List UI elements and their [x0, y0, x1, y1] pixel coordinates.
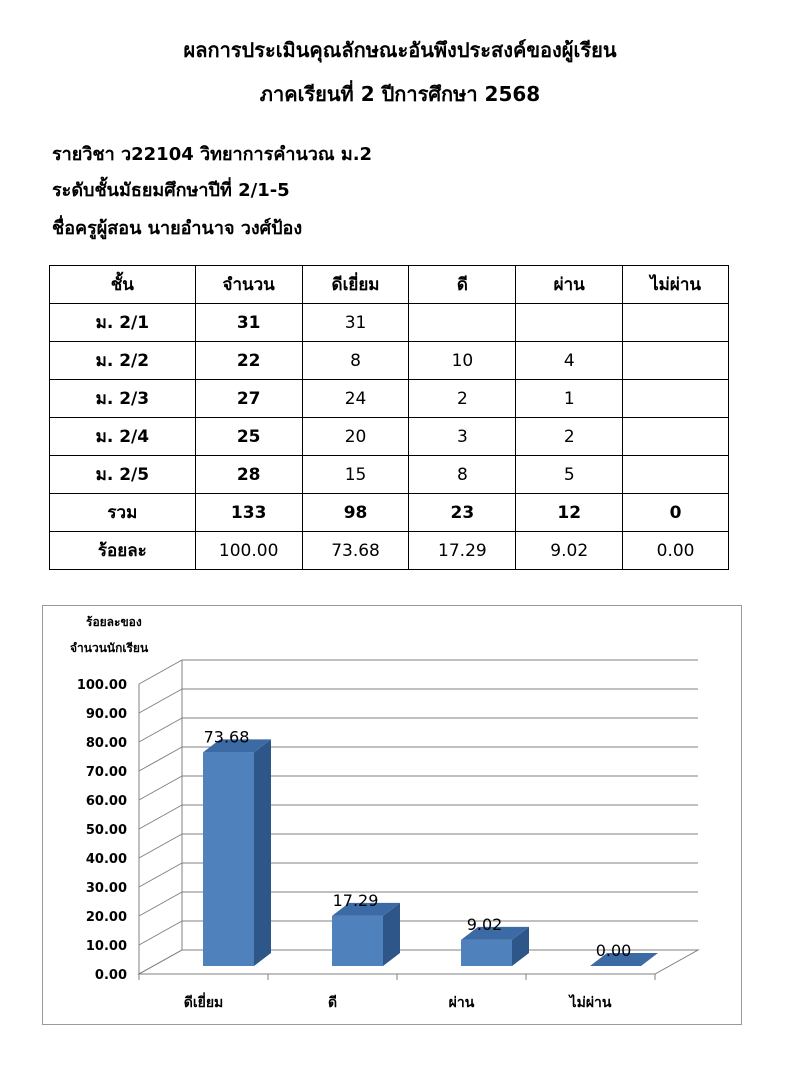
summary-table	[49, 265, 729, 570]
gridline-diag	[139, 921, 182, 945]
header-pass: ผ่าน	[516, 266, 623, 304]
bar-front	[332, 916, 383, 966]
y-tick-label: 10.00	[85, 939, 127, 954]
data-label: 73.68	[203, 727, 250, 747]
cell	[623, 418, 729, 456]
y-tick-label: 70.00	[85, 765, 127, 780]
subject-info: รายวิชา ว22104 วิทยาการคำนวณ ม.2	[52, 144, 373, 165]
x-category-label: ไม่ผ่าน	[569, 995, 612, 1011]
cell: 8	[409, 456, 516, 494]
y-axis-ticks	[77, 678, 127, 983]
gridline-diag	[139, 660, 182, 684]
cell	[623, 380, 729, 418]
cell: 15	[302, 456, 409, 494]
cell	[623, 304, 729, 342]
gridline-diag	[139, 892, 182, 916]
y-tick-label: 100.00	[76, 678, 127, 693]
x-category-label: ผ่าน	[448, 995, 475, 1011]
cell: 2	[409, 380, 516, 418]
chart-bars	[203, 739, 658, 966]
cell: 31	[302, 304, 409, 342]
cell: 2	[516, 418, 623, 456]
header-fail: ไม่ผ่าน	[623, 266, 729, 304]
header-good: ดี	[409, 266, 516, 304]
cell: 100.00	[195, 532, 302, 570]
cell: 3	[409, 418, 516, 456]
cell: 0	[623, 494, 729, 532]
cell: 0.00	[623, 532, 729, 570]
cell: 31	[195, 304, 302, 342]
cell: ม. 2/1	[50, 304, 196, 342]
table-row	[50, 456, 729, 494]
gridline-diag	[139, 863, 182, 887]
cell: 22	[195, 342, 302, 380]
bar-side	[254, 739, 271, 966]
gridline-diag	[139, 776, 182, 800]
table-row	[50, 418, 729, 456]
gridline-diag	[139, 805, 182, 829]
cell	[623, 342, 729, 380]
cell: 27	[195, 380, 302, 418]
header-class: ชั้น	[50, 266, 196, 304]
cell	[409, 304, 516, 342]
y-tick-label: 50.00	[85, 823, 127, 838]
cell: 23	[409, 494, 516, 532]
y-tick-label: 90.00	[85, 707, 127, 722]
data-label: 17.29	[332, 890, 379, 910]
percentage-bar-chart	[42, 605, 742, 1025]
cell: 20	[302, 418, 409, 456]
y-tick-label: 40.00	[85, 852, 127, 867]
bar-front	[461, 940, 512, 966]
cell: 133	[195, 494, 302, 532]
level-info: ระดับชั้นมัธยมศึกษาปีที่ 2/1-5	[52, 180, 290, 201]
cell: 9.02	[516, 532, 623, 570]
cell: 1	[516, 380, 623, 418]
report-subtitle: ภาคเรียนที่ 2 ปีการศึกษา 2568	[259, 82, 541, 106]
y-tick-label: 80.00	[85, 736, 127, 751]
cell: ม. 2/2	[50, 342, 196, 380]
y-axis-title-line1: ร้อยละของ	[86, 615, 142, 629]
data-label: 9.02	[466, 914, 503, 934]
cell	[623, 456, 729, 494]
gridline-diag	[139, 747, 182, 771]
cell	[516, 304, 623, 342]
y-tick-label: 20.00	[85, 910, 127, 925]
header-excellent: ดีเยี่ยม	[302, 266, 409, 304]
y-axis-title-line2: จำนวนนักเรียน	[70, 641, 149, 655]
teacher-info: ชื่อครูผู้สอน นายอำนาจ วงศ์ป้อง	[52, 218, 303, 239]
cell: ม. 2/4	[50, 418, 196, 456]
total-row	[50, 494, 729, 532]
data-label: 0.00	[595, 941, 632, 960]
table-header-row	[50, 266, 729, 304]
cell: 12	[516, 494, 623, 532]
report-title: ผลการประเมินคุณลักษณะอันพึงประสงค์ของผู้เรียน	[183, 38, 617, 62]
y-tick-label: 30.00	[85, 881, 127, 896]
gridline-diag	[139, 834, 182, 858]
percent-row	[50, 532, 729, 570]
cell: 73.68	[302, 532, 409, 570]
table-row	[50, 342, 729, 380]
header-count: จำนวน	[195, 266, 302, 304]
cell: รวม	[50, 494, 196, 532]
y-tick-label: 0.00	[94, 968, 127, 983]
y-tick-label: 60.00	[85, 794, 127, 809]
gridline-diag	[139, 689, 182, 713]
cell: 28	[195, 456, 302, 494]
cell: 98	[302, 494, 409, 532]
cell: 5	[516, 456, 623, 494]
cell: 17.29	[409, 532, 516, 570]
x-category-label: ดี	[327, 995, 338, 1011]
cell: 4	[516, 342, 623, 380]
bar-front	[203, 752, 254, 966]
bar	[332, 903, 400, 966]
cell: 8	[302, 342, 409, 380]
cell: ม. 2/5	[50, 456, 196, 494]
cell: 25	[195, 418, 302, 456]
table-row	[50, 380, 729, 418]
x-category-label: ดีเยี่ยม	[183, 995, 224, 1011]
cell: 24	[302, 380, 409, 418]
cell: 10	[409, 342, 516, 380]
cell: ม. 2/3	[50, 380, 196, 418]
bar	[203, 739, 271, 966]
table-row	[50, 304, 729, 342]
gridline-diag	[139, 718, 182, 742]
cell: ร้อยละ	[50, 532, 196, 570]
